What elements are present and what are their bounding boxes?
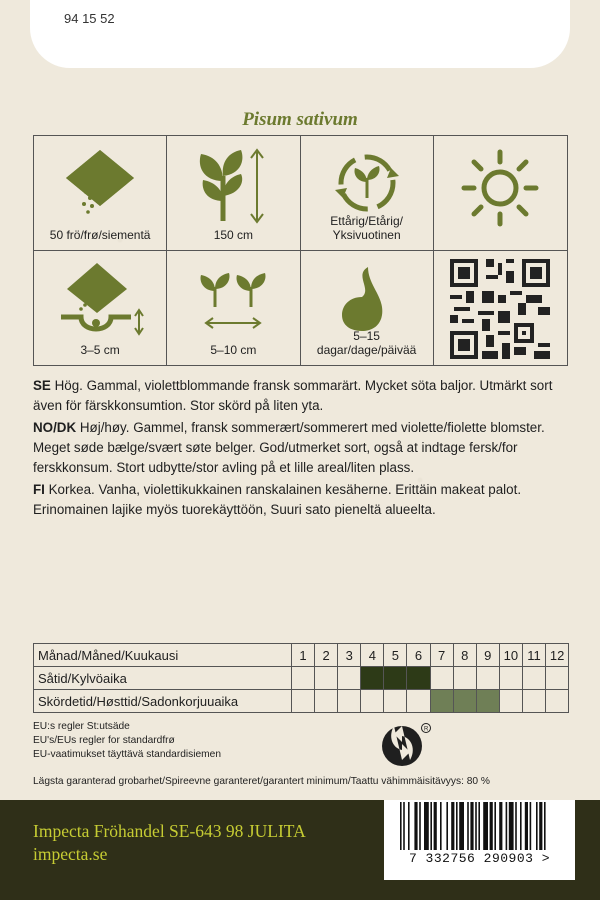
harvest-label: Skördetid/Høsttid/Sadonkorjuuaika: [34, 690, 292, 713]
sowing-calendar: [33, 643, 569, 713]
barcode-bars: [384, 800, 575, 852]
harvest-month-cell: [407, 690, 430, 713]
month-10: 10: [499, 644, 522, 667]
harvest-month-cell: [522, 690, 545, 713]
icon-label: 3–5 cm: [80, 343, 120, 357]
sowing-month-cell: [292, 667, 315, 690]
germination-guarantee: Lägsta garanterad grobarhet/Spireevne garanteret/garantert minimum/Taattu vähimmäisitävyys: 80 %: [33, 776, 490, 787]
sowing-month-cell: [476, 667, 499, 690]
icon-label: 5–10 cm: [210, 343, 257, 357]
sowing-month-cell: [361, 667, 384, 690]
description: [33, 376, 573, 522]
sowing-month-cell: [522, 667, 545, 690]
sowing-month-cell: [453, 667, 476, 690]
cell-sun: [434, 136, 567, 251]
month-6: 6: [407, 644, 430, 667]
barcode: [384, 800, 575, 880]
sowing-month-cell: [338, 667, 361, 690]
sowing-depth-icon: [55, 261, 145, 336]
desc-se: [33, 376, 573, 416]
month-5: 5: [384, 644, 407, 667]
regulation-line: EU:s regler St:utsäde: [33, 721, 130, 732]
calendar-header: Månad/Måned/Kuukausi: [34, 644, 292, 667]
calendar-header-row: [34, 644, 569, 667]
harvest-month-cell: [315, 690, 338, 713]
cell-height: [167, 136, 300, 251]
harvest-month-cell: [338, 690, 361, 713]
annual-cycle-icon: [327, 148, 407, 218]
icon-label: 50 frö/frø/siementä: [49, 227, 151, 242]
month-1: 1: [292, 644, 315, 667]
icon-label: 150 cm: [213, 227, 254, 242]
harvest-month-cell: [499, 690, 522, 713]
sowing-month-cell: [315, 667, 338, 690]
company-name: Impecta Fröhandel SE-643 98 JULITA: [33, 821, 306, 841]
article-number: 94 15 52: [64, 11, 115, 26]
sowing-month-cell: [499, 667, 522, 690]
sowing-label: Såtid/Kylvöaika: [34, 667, 292, 690]
latin-name: Pisum sativum: [242, 109, 358, 130]
month-9: 9: [476, 644, 499, 667]
cell-spacing: [167, 251, 300, 366]
month-7: 7: [430, 644, 453, 667]
company-website[interactable]: impecta.se: [33, 844, 108, 864]
sowing-month-cell: [546, 667, 569, 690]
regulation-line: EU's/EUs regler for standardfrø: [33, 735, 175, 746]
green-dot-recycling-icon: [380, 722, 432, 768]
month-4: 4: [361, 644, 384, 667]
harvest-month-cell: [430, 690, 453, 713]
harvest-month-cell: [546, 690, 569, 713]
desc-se-text: Hög. Gammal, violettblommande fransk sommarärt. Mycket söta baljor. Utmärkt sort även för färskkonsumtion. Stor skörd på liten yta.: [33, 378, 553, 413]
harvest-row: [34, 690, 569, 713]
sowing-month-cell: [384, 667, 407, 690]
cell-seeds: [34, 136, 167, 251]
sun-icon: [460, 148, 540, 228]
icon-grid: [33, 135, 568, 366]
icon-label: Ettårig/Etårig/ Yksivuotinen: [330, 213, 403, 242]
plant-height-icon: [193, 146, 273, 226]
seed-packet-icon: [60, 148, 140, 218]
month-2: 2: [315, 644, 338, 667]
month-12: 12: [546, 644, 569, 667]
company-address: [33, 820, 306, 866]
sowing-row: [34, 667, 569, 690]
harvest-month-cell: [384, 690, 407, 713]
icon-label: 5–15 dagar/dage/päivää: [316, 329, 417, 357]
cell-qr: [434, 251, 567, 366]
harvest-month-cell: [476, 690, 499, 713]
month-11: 11: [522, 644, 545, 667]
cell-germination: [301, 251, 434, 366]
sowing-month-cell: [430, 667, 453, 690]
harvest-month-cell: [292, 690, 315, 713]
regulations: [33, 720, 221, 762]
lang-code-fi: FI: [33, 482, 45, 497]
plant-spacing-icon: [193, 267, 273, 337]
cell-depth: [34, 251, 167, 366]
lang-code-se: SE: [33, 378, 51, 393]
germination-icon: [332, 261, 402, 331]
harvest-month-cell: [361, 690, 384, 713]
barcode-number: 7 332756 290903 >: [408, 851, 551, 866]
desc-nodk: [33, 418, 573, 478]
regulation-line: EU-vaatimukset täyttävä standardisiemen: [33, 749, 221, 760]
month-3: 3: [338, 644, 361, 667]
desc-nodk-text: Høj/høy. Gammel, fransk sommerært/sommerert med violette/fiolette blomster. Meget søde bælge/svært søte belger. God/utmerket sort, også at indtage fersk/for ferskkonsum. Stort udbytte/stor avling på et lille areal/liten plass.: [33, 420, 545, 475]
month-8: 8: [453, 644, 476, 667]
svg-text:R: R: [424, 726, 429, 733]
desc-fi: [33, 480, 573, 520]
lang-code-nodk: NO/DK: [33, 420, 77, 435]
sowing-month-cell: [407, 667, 430, 690]
qr-code-icon[interactable]: [450, 259, 550, 359]
desc-fi-text: Korkea. Vanha, violettikukkainen ranskalainen kesäherne. Erittäin makeat palot. Erinomainen lajike myös tuorekäyttöön, Suuri sato pieneltä alueelta.: [33, 482, 522, 517]
cell-annual: [301, 136, 434, 251]
footer: [0, 800, 600, 900]
harvest-month-cell: [453, 690, 476, 713]
